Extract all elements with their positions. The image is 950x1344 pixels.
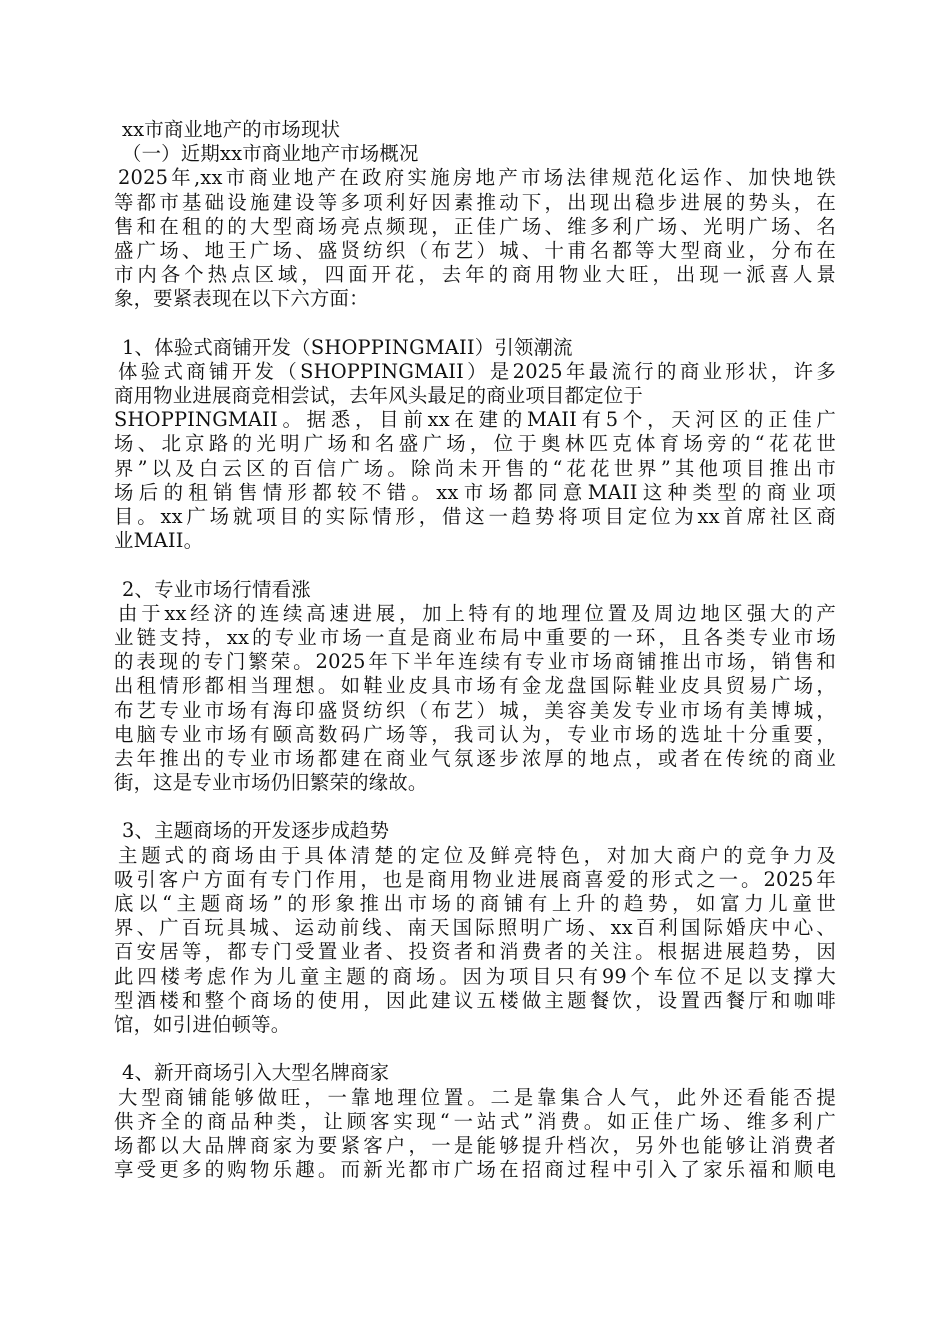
section-heading: 3、主题商场的开发逐步成趋势 <box>122 819 390 843</box>
paragraph-line: 型酒楼和整个商场的使用，因此建议五楼做主题餐饮，设置西餐厅和咖啡 <box>114 988 836 1012</box>
paragraph-line: 场、北京路的光明广场和名盛广场，位于奥林匹克体育场旁的“花花世 <box>114 432 836 456</box>
paragraph-line: 界、广百玩具城、运动前线、南天国际照明广场、xx百利国际婚庆中心、 <box>114 916 836 940</box>
paragraph-line: 目。xx广场就项目的实际情形，借这一趋势将项目定位为xx首席社区商 <box>114 505 836 528</box>
paragraph-spacer <box>114 312 836 336</box>
document-page <box>114 118 836 1182</box>
paragraph-spacer <box>114 795 836 819</box>
paragraph-line: 商用物业进展商竞相尝试，去年风头最足的商业项目都定位于 <box>114 384 643 408</box>
section-heading: 4、新开商场引入大型名牌商家 <box>122 1061 390 1085</box>
section-4 <box>114 1061 836 1182</box>
paragraph-line: 百安居等，都专门受置业者、投资者和消费者的关注。根据进展趋势，因 <box>114 940 836 964</box>
paragraph-line: 由于xx经济的连续高速进展，加上特有的地理位置及周边地区强大的产 <box>118 601 836 625</box>
document-title: xx市商业地产的市场现状 <box>122 118 341 141</box>
paragraph-line: 馆，如引进伯顿等。 <box>114 1012 291 1036</box>
paragraph-line: 2025年,xx市商业地产在政府实施房地产市场法律规范化运作、加快地铁 <box>118 166 836 190</box>
section-3 <box>114 819 836 1037</box>
paragraph-line: 主题式的商场由于具体清楚的定位及鲜亮特色，对加大商户的竞争力及 <box>118 843 836 867</box>
paragraph-line: 售和在租的的大型商场亮点频现，正佳广场、维多利广场、光明广场、名 <box>114 214 836 238</box>
paragraph-line: 体验式商铺开发（SHOPPINGMAII）是2025年最流行的商业形状，许多 <box>118 359 836 383</box>
paragraph-line: 吸引客户方面有专门作用，也是商用物业进展商喜爱的形式之一。2025年 <box>114 867 836 891</box>
paragraph-line: 业链支持，xx的专业市场一直是商业布局中重要的一环，且各类专业市场 <box>114 625 836 649</box>
section-2 <box>114 578 836 796</box>
paragraph-line: 去年推出的专业市场都建在商业气氛逐步浓厚的地点，或者在传统的商业 <box>114 746 836 770</box>
paragraph-line: 业MAII。 <box>114 529 204 553</box>
paragraph-spacer <box>114 553 836 577</box>
paragraph-line: 布艺专业市场有海印盛贤纺织（布艺）城，美容美发专业市场有美博城， <box>114 698 836 722</box>
paragraph-line: 的表现的专门繁荣。2025年下半年连续有专业市场商铺推出市场，销售和 <box>114 650 836 674</box>
section-heading: 2、专业市场行情看涨 <box>122 577 311 601</box>
paragraph-spacer <box>114 1037 836 1061</box>
paragraph-line: SHOPPINGMAII。据悉，目前xx在建的MAII有5个，天河区的正佳广 <box>114 408 836 432</box>
paragraph-line: 盛广场、地王广场、盛贤纺织（布艺）城、十甫名都等大型商业，分布在 <box>114 238 836 262</box>
document-subtitle: （一）近期xx市商业地产市场概况 <box>122 142 419 166</box>
paragraph-line: 大型商铺能够做旺，一靠地理位置。二是靠集合人气，此外还看能否提 <box>118 1085 836 1109</box>
paragraph-line: 象，要紧表现在以下六方面： <box>114 287 369 311</box>
paragraph-line: 供齐全的商品种类，让顾客实现“一站式”消费。如正佳广场、维多利广 <box>114 1109 836 1133</box>
paragraph-line: 场后的租销售情形都较不错。xx市场都同意MAII这种类型的商业项 <box>114 480 836 504</box>
paragraph-line: 此四楼考虑作为儿童主题的商场。因为项目只有99个车位不足以支撑大 <box>114 964 836 988</box>
intro-paragraph <box>114 166 836 311</box>
paragraph-line: 界”以及白云区的百信广场。除尚未开售的“花花世界”其他项目推出市 <box>114 456 836 480</box>
paragraph-line: 底以“主题商场”的形象推出市场的商铺有上升的趋势，如富力儿童世 <box>114 892 836 915</box>
paragraph-line: 街，这是专业市场仍旧繁荣的缘故。 <box>114 771 428 795</box>
paragraph-line: 等都市基础设施建设等多项利好因素推动下，出现出稳步进展的势头，在 <box>114 190 836 214</box>
section-1 <box>114 336 836 554</box>
section-heading: 1、体验式商铺开发（SHOPPINGMAII）引领潮流 <box>122 335 573 359</box>
paragraph-line: 享受更多的购物乐趣。而新光都市广场在招商过程中引入了家乐福和顺电 <box>114 1158 836 1182</box>
paragraph-line: 场都以大品牌商家为要紧客户，一是能够提升档次，另外也能够让消费者 <box>114 1133 836 1157</box>
paragraph-line: 出租情形都相当理想。如鞋业皮具市场有金龙盘国际鞋业皮具贸易广场， <box>114 674 836 698</box>
paragraph-line: 电脑专业市场有颐高数码广场等，我司认为，专业市场的选址十分重要， <box>114 722 836 746</box>
paragraph-line: 市内各个热点区域，四面开花，去年的商用物业大旺，出现一派喜人景 <box>114 263 836 287</box>
